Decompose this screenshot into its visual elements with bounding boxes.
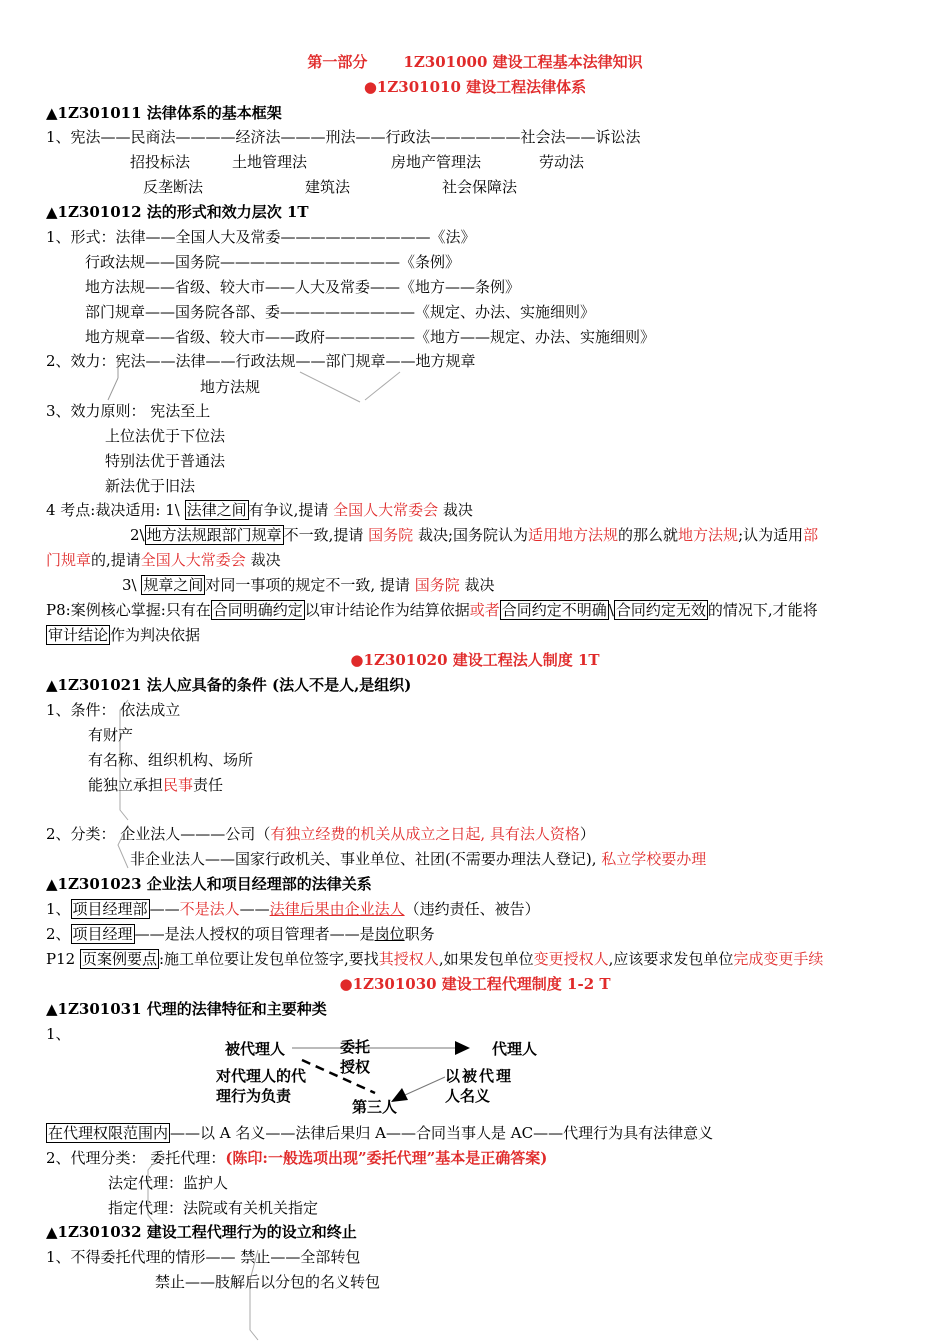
section-title-1z301020: ●1Z301020 建设工程法人制度 1T xyxy=(350,651,600,669)
diagram-third-party: 第三人 xyxy=(352,1099,398,1116)
classification-line-2: 非企业法人——国家行政机关、事业单位、社团(不需要办理法人登记), 私立学校要办理 xyxy=(130,850,707,868)
heading-1z301021: ▲1Z301021 法人应具备的条件 (法人不是人,是组织) xyxy=(46,676,412,694)
form-line-1: 1、形式：法律——全国人大及常委——————————《法》 xyxy=(46,228,476,246)
diagram-inname-2: 人名义 xyxy=(445,1088,491,1105)
exam-point-line-3: 3\ 规章之间 对同一事项的规定不一致, 提请 国务院 裁决 xyxy=(122,576,495,594)
project-manager-line: 2、 项目经理 ——是法人授权的项目管理者——是岗位职务 xyxy=(46,925,435,943)
principle-line-2: 上位法优于下位法 xyxy=(105,427,226,445)
condition-line-4: 能独立承担民事责任 xyxy=(88,776,224,794)
law-framework-line: 1、宪法——民商法————经济法———刑法——行政法——————社会法——诉讼法 xyxy=(46,128,641,146)
diagram-principal: 被代理人 xyxy=(225,1041,286,1058)
heading-1z301031: ▲1Z301031 代理的法律特征和主要种类 xyxy=(46,1000,327,1018)
diagram-resp-2: 理行为负责 xyxy=(216,1088,292,1105)
heading-1z301012: ▲1Z301012 法的形式和效力层次 1T xyxy=(46,203,309,221)
law-framework-sub1: 招投标法 土地管理法 房地产管理法 劳动法 xyxy=(130,153,585,171)
form-line-5: 地方规章——省级、较大市——政府——————《地方——规定、办法、实施细则》 xyxy=(85,328,656,346)
heading-1z301023: ▲1Z301023 企业法人和项目经理部的法律关系 xyxy=(46,875,372,893)
agency-class-line-2: 法定代理：监护人 xyxy=(108,1174,229,1192)
agency-scope-line: 在代理权限范围内 ——以 A 名义——法律后果归 A——合同当事人是 AC——代理行为具有法律意义 xyxy=(48,1124,714,1142)
heading-1z301032: ▲1Z301032 建设工程代理行为的设立和终止 xyxy=(46,1223,357,1241)
diagram-inname-1: 以被代理 xyxy=(445,1068,514,1085)
p8-case-line-2: 审计结论 作为判决依据 xyxy=(48,626,201,644)
agency-class-line-1: 2、代理分类： 委托代理：(陈印:一般选项出现”委托代理”基本是正确答案) xyxy=(46,1149,548,1167)
diagram-entrust-1: 委托 xyxy=(340,1039,371,1056)
condition-line-1: 1、条件： 依法成立 xyxy=(46,701,181,719)
classification-line-1: 2、分类： 企业法人———公司（有独立经费的机关从成立之日起, 具有法人资格） xyxy=(46,825,595,843)
no-delegation-line-1: 1、不得委托代理的情形—— 禁止——全部转包 xyxy=(46,1248,361,1266)
section-title-1z301010: ●1Z301010 建设工程法律体系 xyxy=(363,78,587,96)
p8-case-line: P8:案例核心掌握:只有在 合同明确约定 以审计结论作为结算依据或者 合同约定不明确 \ 合同约定无效 的情况下,才能将 xyxy=(46,601,818,619)
law-framework-sub2: 反垄断法 建筑法 社会保障法 xyxy=(143,178,518,196)
part-title: 第一部分 1Z301000 建设工程基本法律知识 xyxy=(307,53,643,71)
section-title-1z301030: ●1Z301030 建设工程代理制度 1-2 T xyxy=(339,975,611,993)
form-line-2: 行政法规——国务院————————————《条例》 xyxy=(85,253,461,271)
agency-class-line-3: 指定代理：法院或有关机关指定 xyxy=(108,1199,319,1217)
project-dept-line: 1、 项目经理部 ——不是法人——法律后果由企业法人（违约责任、被告） xyxy=(46,900,540,918)
diagram-entrust-2: 授权 xyxy=(340,1059,371,1076)
p12-case-line: P12 页案例要点 :施工单位要让发包单位签字,要找其授权人,如果发包单位变更授权人,应该要求发包单位完成变更手续 xyxy=(46,950,824,968)
condition-line-2: 有财产 xyxy=(88,726,134,744)
condition-line-3: 有名称、组织机构、场所 xyxy=(88,751,254,769)
heading-1z301011: ▲1Z301011 法律体系的基本框架 xyxy=(46,104,282,122)
principle-line-3: 特别法优于普通法 xyxy=(105,452,226,470)
exam-point-line-2b: 门规章的,提请全国人大常委会 裁决 xyxy=(46,551,281,569)
effect-line: 2、效力：宪法——法律——行政法规——部门规章——地方规章 xyxy=(46,352,476,370)
principle-line-4: 新法优于旧法 xyxy=(105,477,196,495)
exam-point-line-2: 2\ 地方法规跟部门规章 不一致,提请 国务院 裁决;国务院认为适用地方法规的那么就地方法规;认为适用部 xyxy=(130,526,819,544)
effect-local-regulation: 地方法规 xyxy=(200,378,261,396)
exam-point-line-1: 4 考点:裁决适用: 1\ 法律之间 有争议,提请 全国人大常委会 裁决 xyxy=(46,501,473,519)
no-delegation-line-2: 禁止——肢解后以分包的名义转包 xyxy=(155,1273,381,1291)
diagram-resp-1: 对代理人的代 xyxy=(216,1068,307,1085)
principle-line-1: 3、效力原则： 宪法至上 xyxy=(46,402,211,420)
form-line-4: 部门规章——国务院各部、委—————————《规定、办法、实施细则》 xyxy=(85,303,596,321)
item-number-1: 1、 xyxy=(46,1025,71,1043)
diagram-agent: 代理人 xyxy=(492,1041,538,1058)
form-line-3: 地方法规——省级、较大市——人大及常委——《地方——条例》 xyxy=(85,278,521,296)
